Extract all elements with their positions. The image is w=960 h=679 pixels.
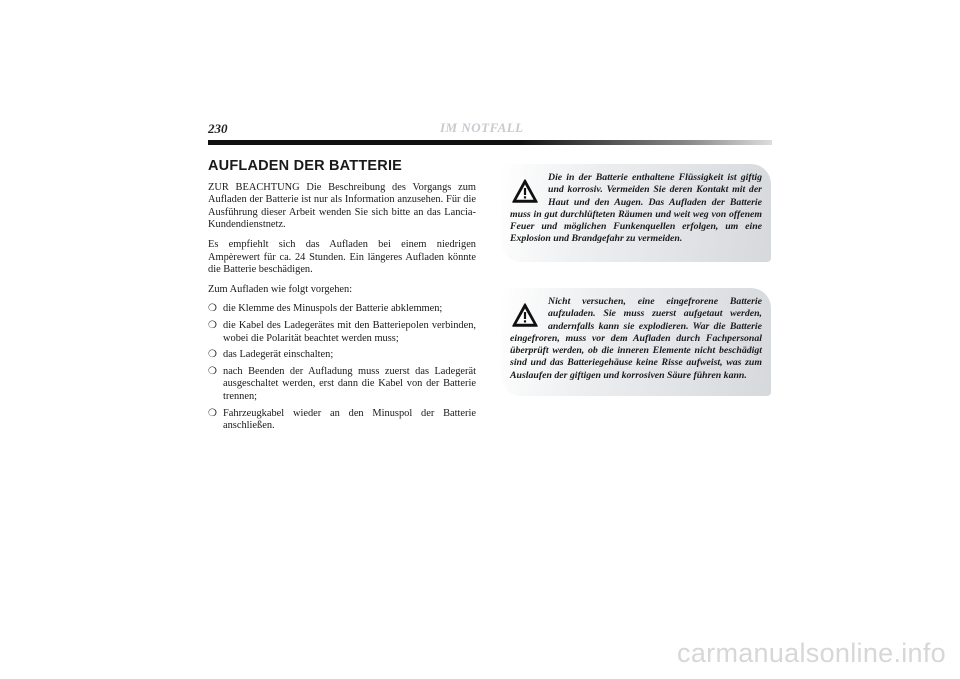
- section-title: IM NOTFALL: [440, 120, 524, 135]
- procedure-intro: Zum Aufladen wie folgt vorgehen:: [208, 283, 353, 295]
- list-item: ❍ die Kabel des Ladegerätes mit den Batteriepolen verbinden, wobei die Polarität beachtet werden muss;: [208, 319, 476, 344]
- note-paragraph: ZUR BEACHTUNG Die Beschreibung des Vorgangs zum Aufladen der Batterie ist nur als Information anzusehen. Für die Ausführung dieser Arbeit wenden Sie sich bitte an das Lancia-Kundendienstnetz.: [208, 181, 476, 231]
- watermark: carmanualsonline.info: [677, 638, 946, 668]
- bullet-icon: ❍: [208, 303, 217, 315]
- bullet-icon: ❍: [208, 365, 217, 377]
- list-item: ❍ die Klemme des Minuspols der Batterie abklemmen;: [208, 303, 443, 315]
- bullet-icon: ❍: [208, 349, 217, 361]
- warning-triangle-icon: [512, 302, 538, 328]
- page-number: 230: [208, 121, 228, 136]
- list-item: ❍ nach Beenden der Aufladung muss zuerst das Ladegerät ausgeschaltet werden, erst dann die Kabel von der Batterie trennen;: [208, 365, 476, 402]
- list-item: ❍ das Ladegerät einschalten;: [208, 349, 334, 361]
- bullet-icon: ❍: [208, 319, 217, 331]
- bullet-icon: ❍: [208, 407, 217, 419]
- warning-text: Nicht versuchen, eine eingefrorene Batterie aufzuladen. Sie muss zuerst aufgetaut werden, andernfalls kann sie explodieren. War die Batterie eingefroren, muss vor dem Aufladen durch Fachpersonal überprüft werden, ob die inneren Elemente nicht beschädigt sind und das Batteriegehäuse keine Risse aufweist, was zum Auslaufen der giftigen und korrosiven Säure führen kann.: [510, 296, 762, 381]
- recommendation-paragraph: Es empfiehlt sich das Aufladen bei einem niedrigen Ampèrewert für ca. 24 Stunden. Ein längeres Aufladen könnte die Batterie beschädigen.: [208, 238, 476, 276]
- list-item: ❍ Fahrzeugkabel wieder an den Minuspol der Batterie anschließen.: [208, 407, 476, 432]
- warning-text: Die in der Batterie enthaltene Flüssigkeit ist giftig und korrosiv. Vermeiden Sie deren Kontakt mit der Haut und den Augen. Das Aufladen der Batterie muss in gut durchlüfteten Räumen und weit weg von offenem Feuer und möglichen Funkenquellen erfolgen, um eine Explosion und Brandgefahr zu vermeiden.: [510, 172, 762, 245]
- warning-box-frozen: [501, 288, 771, 396]
- procedure-steps: [208, 303, 476, 432]
- header-rule: [208, 140, 772, 145]
- warning-triangle-icon: [512, 178, 538, 204]
- warning-box-acid: [501, 164, 771, 262]
- page-title: AUFLADEN DER BATTERIE: [208, 158, 403, 174]
- main-column: [208, 160, 476, 437]
